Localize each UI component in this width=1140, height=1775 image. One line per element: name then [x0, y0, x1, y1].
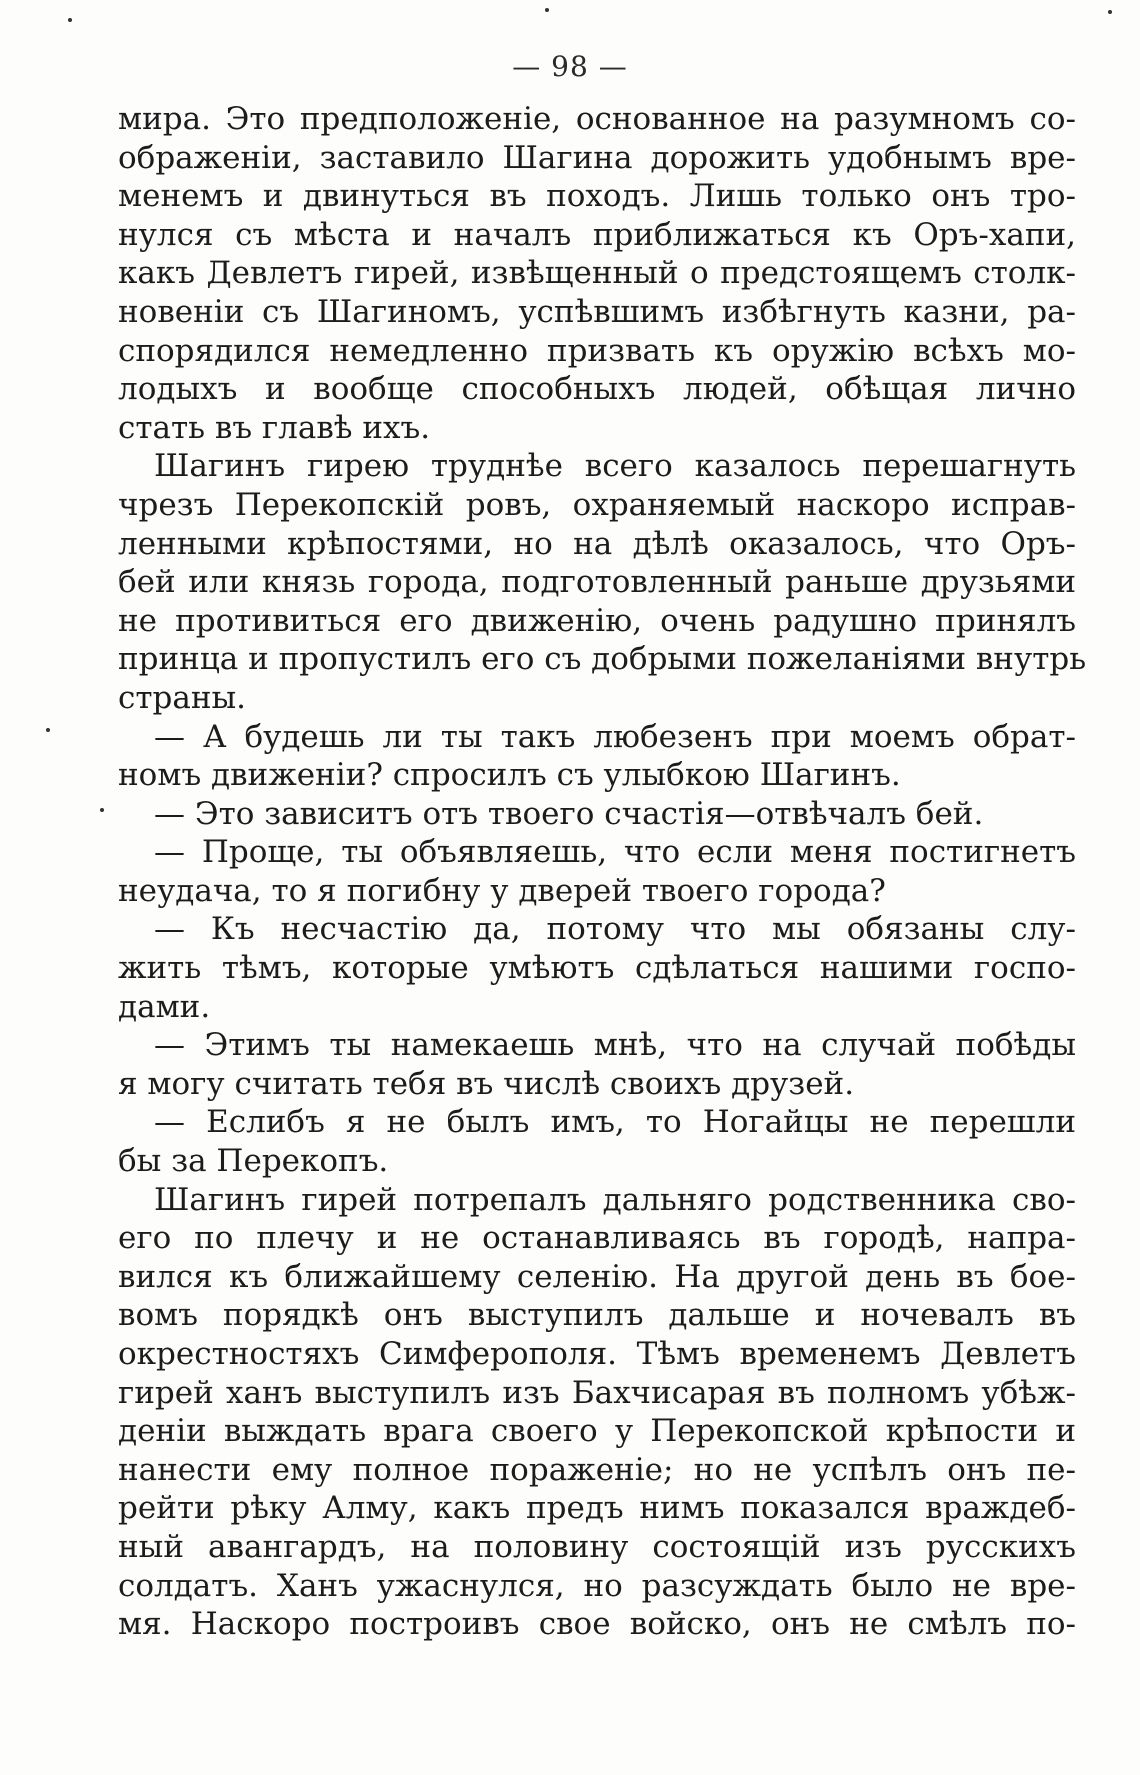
paragraph [118, 1181, 1076, 1644]
text-line: бей или князь города, подготовленный раньше друзьями [118, 564, 1076, 601]
print-speck [46, 728, 50, 732]
text-line: солдатъ. Ханъ ужаснулся, но разсуждать было не вре- [118, 1567, 1076, 1604]
text-line: гирей ханъ выступилъ изъ Бахчисарая въ полномъ убѣж- [118, 1374, 1076, 1411]
dialogue-paragraph [118, 1026, 1076, 1103]
text-line: чрезъ Перекопскій ровъ, охраняемый наскоро исправ- [118, 486, 1076, 523]
text-line: ленными крѣпостями, но на дѣлѣ оказалось, что Оръ- [118, 525, 1076, 562]
text-line: — А будешь ли ты такъ любезенъ при моемъ обрат- [154, 718, 1076, 755]
dialogue-paragraph [118, 833, 1076, 910]
text-line: жить тѣмъ, которые умѣютъ сдѣлаться нашими госпо- [118, 950, 1076, 987]
text-line: номъ движеніи? спросилъ съ улыбкою Шагинъ. [118, 757, 901, 794]
page-number: — 98 — [512, 50, 628, 83]
text-line: — Этимъ ты намекаешь мнѣ, что на случай побѣды [154, 1027, 1076, 1064]
dialogue-paragraph [118, 718, 1076, 795]
text-line: рейти рѣку Алму, какъ предъ нимъ показался враждеб- [118, 1490, 1076, 1527]
print-speck [68, 18, 72, 22]
dialogue-paragraph [118, 1103, 1076, 1180]
text-line: лодыхъ и вообще способныхъ людей, обѣщая лично [118, 371, 1076, 408]
text-line: — Еслибъ я не былъ имъ, то Ногайцы не перешли [154, 1104, 1076, 1141]
text-line: вился къ ближайшему селенію. На другой день въ бое- [118, 1258, 1076, 1295]
text-line: какъ Девлетъ гирей, извѣщенный о предстоящемъ столк- [118, 255, 1076, 292]
text-line: — Къ несчастію да, потому что мы обязаны слу- [154, 911, 1076, 948]
text-line: деніи выждать врага своего у Перекопской крѣпости и [118, 1413, 1076, 1450]
dialogue-paragraph [118, 795, 1076, 834]
text-line: Шагинъ гирей потрепалъ дальняго родственника сво- [154, 1181, 1076, 1218]
text-line: неудача, то я погибну у дверей твоего города? [118, 872, 886, 909]
text-line: — Проще, ты объявляешь, что если меня постигнетъ [154, 834, 1076, 871]
text-line: новеніи съ Шагиномъ, успѣвшимъ избѣгнуть казни, ра- [118, 293, 1076, 330]
text-line: я могу считать тебя въ числѣ своихъ друзей. [118, 1065, 855, 1102]
text-line: спорядился немедленно призвать къ оружію всѣхъ мо- [118, 332, 1076, 369]
text-line: Шагинъ гирею труднѣе всего казалось перешагнуть [154, 448, 1076, 485]
text-line: его по плечу и не останавливаясь въ городѣ, напра- [118, 1220, 1076, 1257]
text-line: дами. [118, 988, 211, 1025]
text-line: мя. Наскоро построивъ свое войско, онъ не смѣлъ по- [118, 1606, 1076, 1643]
text-line: вомъ порядкѣ онъ выступилъ дальше и ночевалъ въ [118, 1297, 1076, 1334]
print-speck [1108, 10, 1112, 14]
print-speck [545, 8, 549, 12]
text-line: стать въ главѣ ихъ. [118, 409, 431, 446]
body-text [118, 100, 1087, 1644]
text-line: нанести ему полное пораженіе; но не успѣлъ онъ пе- [118, 1451, 1076, 1488]
paragraph [118, 100, 1076, 447]
text-line: менемъ и двинуться въ походъ. Лишь только онъ тро- [118, 178, 1076, 215]
text-line: бы за Перекопъ. [118, 1143, 389, 1180]
dialogue-paragraph [118, 910, 1076, 1026]
print-speck [100, 808, 104, 812]
text-line: ображеніи, заставило Шагина дорожить удобнымъ вре- [118, 139, 1076, 176]
text-line: принца и пропустилъ его съ добрыми пожеланіями внутрь [118, 641, 1087, 678]
text-line: нулся съ мѣста и началъ приближаться къ Оръ-хапи, [118, 216, 1076, 253]
text-line: — Это зависитъ отъ твоего счастія—отвѣчалъ бей. [154, 795, 984, 832]
paragraph [118, 447, 1087, 717]
text-line: мира. Это предположеніе, основанное на разумномъ со- [118, 101, 1076, 137]
text-line: окрестностяхъ Симферополя. Тѣмъ временемъ Девлетъ [118, 1336, 1076, 1372]
text-line: страны. [118, 679, 247, 716]
text-line: ный авангардъ, на половину состоящій изъ русскихъ [118, 1528, 1076, 1565]
text-line: не противиться его движенію, очень радушно принялъ [118, 602, 1076, 639]
